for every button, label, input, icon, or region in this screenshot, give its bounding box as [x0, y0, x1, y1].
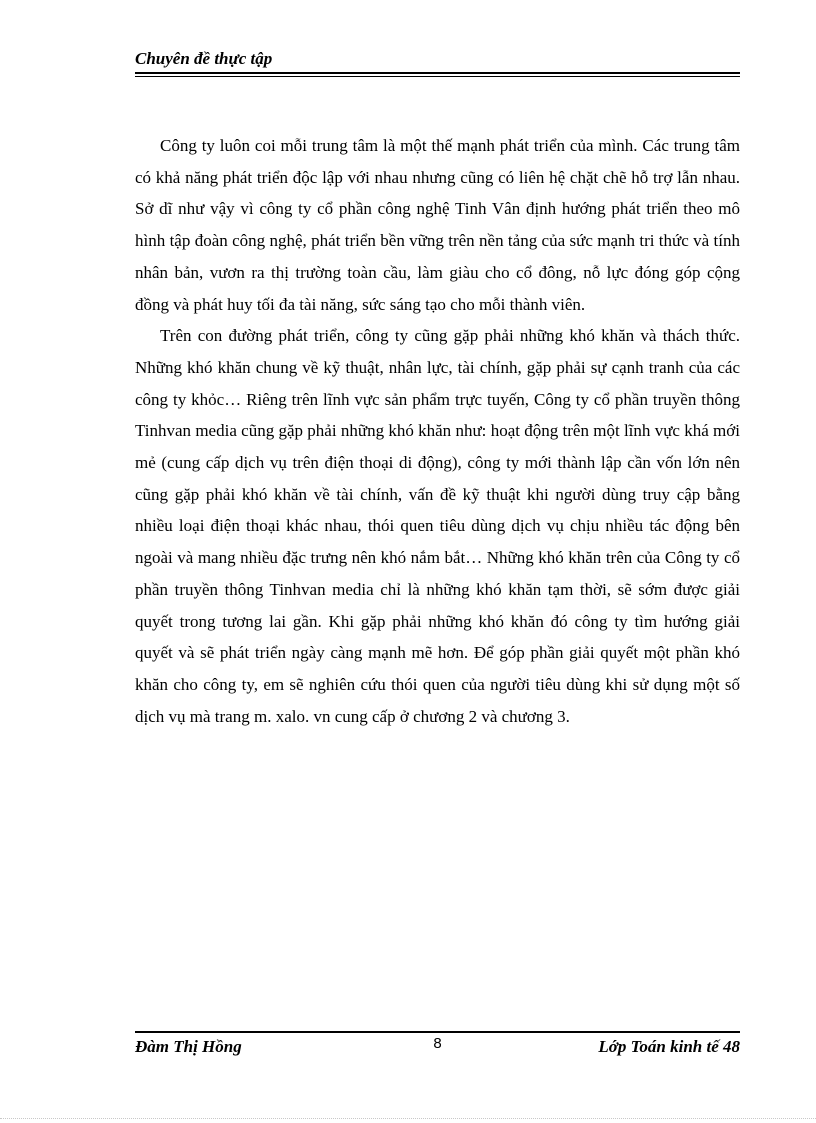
body-paragraph-2: Trên con đường phát triển, công ty cũng gặp phải những khó khăn và thách thức. Những khó khăn chung về kỹ thuật, nhân lực, tài chính, gặp phải sự cạnh tranh của các công ty khỏc… Riêng trên lĩnh vực sản phẩm trực tuyến, Công ty cổ phần truyền thông Tinhvan media cũng gặp phải những khó khăn như: hoạt động trên một lĩnh vực khá mới mẻ (cung cấp dịch vụ trên điện thoại di động), công ty mới thành lập cần vốn lớn nên cũng gặp phải khó khăn về tài chính, vấn đề kỹ thuật khi người dùng truy cập bằng nhiều loại điện thoại khác nhau, thói quen tiêu dùng dịch vụ chịu nhiều tác động bên ngoài và mang nhiều đặc trưng nên khó nắm bắt… Những khó khăn trên của Công ty cổ phần truyền thông Tinhvan media chỉ là những khó khăn tạm thời, sẽ sớm được giải quyết trong tương lai gần. Khi gặp phải những khó khăn đó công ty tìm hướng giải quyết và sẽ phát triển ngày càng mạnh mẽ hơn. Để góp phần giải quyết một phần khó khăn cho công ty, em sẽ nghiên cứu thói quen của người tiêu dùng khi sử dụng một số dịch vụ mà trang m. xalo. vn cung cấp ở chương 2 và chương 3. [135, 326, 740, 726]
header-rule-thin [135, 76, 740, 77]
body-paragraph-1: Công ty luôn coi mỗi trung tâm là một thế mạnh phát triển của mình. Các trung tâm có khả năng phát triển độc lập với nhau nhưng cũng có liên hệ chặt chẽ hỗ trợ lẫn nhau. Sở dĩ như vậy vì công ty cổ phần công nghệ Tinh Vân định hướng phát triển theo mô hình tập đoàn công nghệ, phát triển bền vững trên nền tảng của sức mạnh tri thức và tính nhân bản, vươn ra thị trường toàn cầu, làm giàu cho cổ đông, nỗ lực đóng góp cộng đồng và phát huy tối đa tài năng, sức sáng tạo cho mỗi thành viên. [135, 136, 740, 314]
footer-class-name: Lớp Toán kinh tế 48 [598, 1037, 740, 1056]
page-footer [135, 1031, 740, 1061]
page-number: 8 [433, 1035, 442, 1052]
page-body [135, 130, 740, 732]
header-rule-thick [135, 72, 740, 74]
header-title: Chuyên đề thực tập [135, 49, 273, 68]
footer-author: Đàm Thị Hồng [135, 1037, 242, 1056]
page-header [135, 48, 740, 77]
page-bottom-dotted-line [0, 1118, 816, 1119]
